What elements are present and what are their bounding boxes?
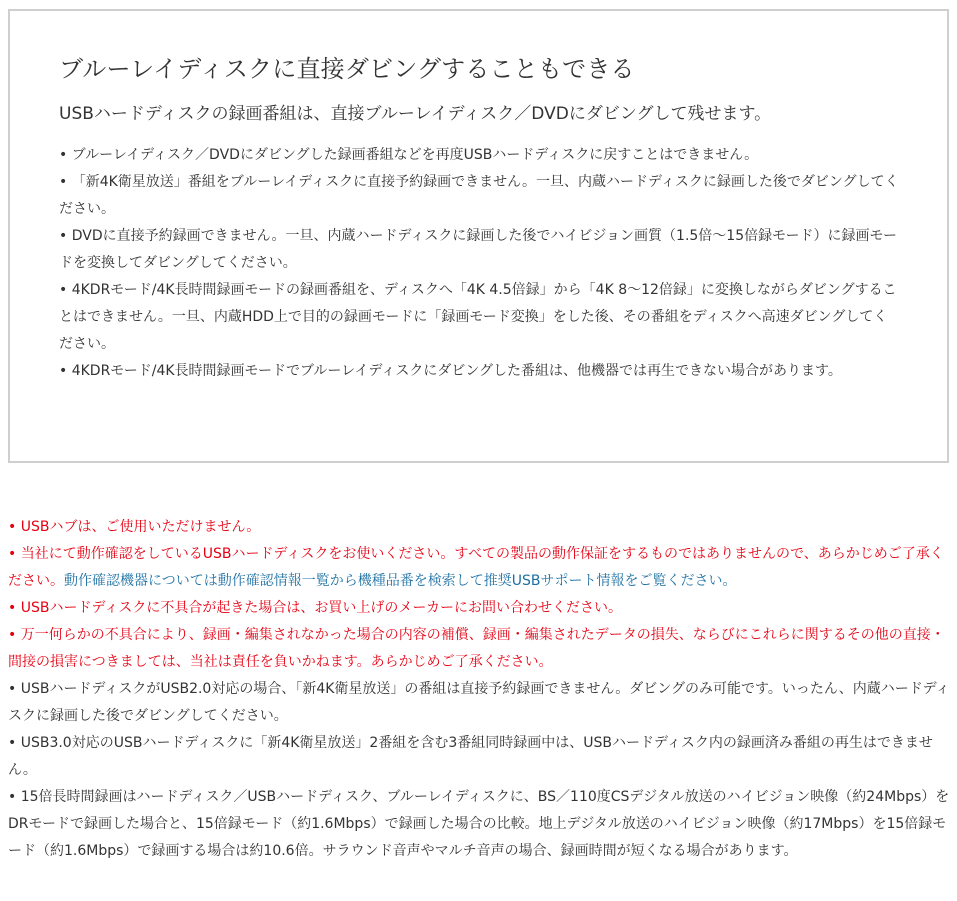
note-usb-hub: • USBハブは、ご使用いただけません。 xyxy=(8,519,261,535)
note-malfunction: • USBハードディスクに不具合が起きた場合は、お買い上げのメーカーにお問い合わせください。 xyxy=(8,600,623,616)
bluray-dubbing-box xyxy=(8,9,949,463)
note-confirmed-hdd-text: • 当社にて動作確認をしているUSBハードディスクをお使いください。すべての製品の動作保証をするものではありませんので、あらかじめご了承ください。 xyxy=(8,546,944,589)
usb-notes-list xyxy=(8,514,953,865)
note-confirmed-hdd xyxy=(8,541,953,595)
note-usb2: • USBハードディスクがUSB2.0対応の場合、「新4K衛星放送」の番組は直接予約録画できません。ダビングのみ可能です。いったん、内蔵ハードディスクに録画した後でダビングしてください。 xyxy=(8,681,950,724)
box-title: ブルーレイディスクに直接ダビングすることもできる xyxy=(59,55,635,83)
note-usb3: • USB3.0対応のUSBハードディスクに「新4K衛星放送」2番組を含む3番組同時録画中は、USBハードディスク内の録画済み番組の再生はできません。 xyxy=(8,735,933,778)
list-item: • DVDに直接予約録画できません。一旦、内蔵ハードディスクに録画した後でハイビジョン画質（1.5倍～15倍録モード）に録画モードを変換してダビングしてください。 xyxy=(59,228,897,271)
note-confirmed-hdd-info: 動作確認機器については動作確認情報一覧から機種品番を検索して推奨USBサポート情報をご覧ください。 xyxy=(64,573,737,589)
box-notes-list xyxy=(59,142,899,385)
note-liability: • 万一何らかの不具合により、録画・編集されなかった場合の内容の補償、録画・編集されたデータの損失、ならびにこれらに関するその他の直接・間接の損害につきましては、当社は責任を負いかねます。あらかじめご了承ください。 xyxy=(8,627,945,670)
list-item: • 「新4K衛星放送」番組をブルーレイディスクに直接予約録画できません。一旦、内蔵ハードディスクに録画した後でダビングしてください。 xyxy=(59,174,899,217)
list-item: • ブルーレイディスク／DVDにダビングした録画番組などを再度USBハードディスクに戻すことはできません。 xyxy=(59,147,759,163)
list-item: • 4KDRモード/4K長時間録画モードの録画番組を、ディスクへ「4K 4.5倍録」から「4K 8～12倍録」に変換しながらダビングすることはできません。一旦、内蔵HDD上で目的の録画モードに「録画モード変換」をした後、その番組をディスクへ高速ダビングしてください。 xyxy=(59,282,897,352)
note-fifteen-times: • 15倍長時間録画はハードディスク／USBハードディスク、ブルーレイディスクに、BS／110度CSデジタル放送のハイビジョン映像（約24Mbps）をDRモードで録画した場合と、15倍録モード（約1.6Mbps）で録画した場合の比較。地上デジタル放送のハイビジョン映像（約17Mbps）を15倍録モード（約1.6Mbps）で録画する場合は約10.6倍。サラウンド音声やマルチ音声の場合、録画時間が短くなる場合があります。 xyxy=(8,789,950,859)
box-lead-text: USBハードディスクの録画番組は、直接ブルーレイディスク／DVDにダビングして残せます。 xyxy=(59,104,772,124)
list-item: • 4KDRモード/4K長時間録画モードでブルーレイディスクにダビングした番組は、他機器では再生できない場合があります。 xyxy=(59,363,842,379)
